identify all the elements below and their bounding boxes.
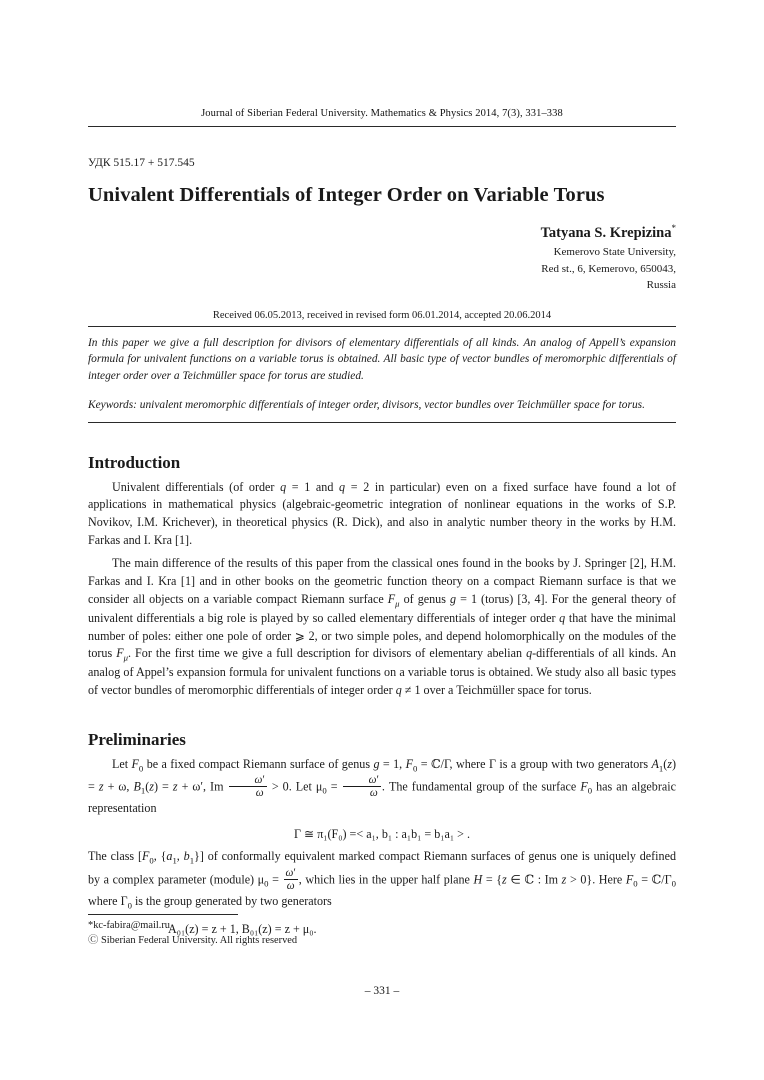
equation-generators: A₀₁(z) = z + 1, B₀₁(z) = z + μ₀. <box>168 921 317 936</box>
abstract-rule-bottom <box>88 422 676 423</box>
affiliation-line-3: Russia <box>646 279 676 292</box>
equation-fundamental-group: Γ ≅ π₁(F₀) =< a₁, b₁ : a₁b₁ = b₁a₁ > . <box>294 827 470 842</box>
prelim-paragraph-2: The class [$F_0$, {$a_1$, $b_1$}] of conformally equivalent marked compact Riemann surfaces of genus one is uniquely defined by a complex parameter (module) $\mu_0$ = $\frac{\omega'}{\omega}$ , which lies in the upper half plane H = {z ∈ ℂ : Im z > 0}. Here $F_0$ = $ℂ/\Gamma_0$ where $\Gamma_0$ is the group generated by two generators <box>88 849 676 910</box>
footnote-rule <box>88 914 238 915</box>
author-block <box>88 222 676 294</box>
abstract-text: In this paper we give a full description for divisors of elementary differentials of all kinds. An analog of Appell’s expansion formula for univalent functions on a variable torus is obtained. All basic type of vector bundles of meromorphic differentials of integer order over a Teichmüller space for torus are studied. <box>88 336 676 382</box>
intro-paragraph-1: Univalent differentials (of order q = 1 and q = 2 in particular) even on a fixed surface have found a lot of applications in mathematical physics (algebraic-geometric integration of nonlinear equations in the works of S.P. Novikov, I.M. Krichever), in theoretical physics (R. Dick), and also in analytic number theory in the works by H.M. Farkas and I. Kra [1]. <box>88 479 677 547</box>
running-head: Journal of Siberian Federal University. Mathematics & Physics 2014, 7(3), 331–338 <box>201 108 563 119</box>
affiliation-line-2: Red st., 6, Kemerovo, 650043, <box>541 262 676 275</box>
section-heading-introduction: Introduction <box>88 452 181 472</box>
footnote-area <box>88 914 676 948</box>
author-footnote-mark: * <box>671 222 676 233</box>
affiliation-line-1: Kemerovo State University, <box>553 246 676 259</box>
intro-paragraph-2: The main difference of the results of this paper from the classical ones found in the books by J. Springer [2], H.M. Farkas and I. Kra [1] and in other books on the geometric function theory on a compact Riemann surface is that we consider all objects on a variable compact Riemann surface $F_\mu$ of genus g = 1 (torus) [3, 4]. For the general theory of univalent differentials a big role is played by so called elementary differentials of integer order q that have the minimal number of poles: either one pole of order ⩾ 2, or two simple poles, and depend holomorphically on the modules of the torus $F_\mu$. For the first time we give a full description for divisors of elementary abelian q-differentials of all kinds. An analog of Appel’s expansion formula for univalent functions on a variable torus is obtained. We study also all basic types of vector bundles of meromorphic differentials of integer order q ≠ 1 over a Teichmüller space for torus. <box>88 556 676 697</box>
page-content <box>88 108 676 943</box>
prelim-paragraph-1: Let $F_0$ be a fixed compact Riemann surface of genus g = 1, $F_0$ = ℂ/Γ, where Γ is a group with two generators $A_1(z) = z + \omega$, $B_1(z) = z + \omega'$, Im $\frac{\omega'}{\omega}$ > 0. Let $\mu_0$ = $\frac{\omega'}{\omega}$ . The fundamental group of the surface $F_0$ has an algebraic representation <box>88 756 676 815</box>
page-title: Univalent Differentials of Integer Order on Variable Torus <box>88 184 605 206</box>
keywords-text: Keywords: univalent meromorphic differentials of integer order, divisors, vector bundles over Teichmüller space for torus. <box>88 399 645 412</box>
received-dates: Received 06.05.2013, received in revised form 06.01.2014, accepted 20.06.2014 <box>212 309 552 321</box>
udk-code: УДК 515.17 + 517.545 <box>88 157 195 169</box>
page-number: – 331 – <box>364 985 400 997</box>
running-head-rule <box>88 126 676 127</box>
abstract-rule-top <box>88 326 676 327</box>
footnote-email: *kc-fabira@mail.ru <box>88 920 170 931</box>
author-name <box>88 222 676 245</box>
footnote-copyright: Ⓒ Siberian Federal University. All rights reserved <box>88 935 298 947</box>
section-heading-preliminaries: Preliminaries <box>88 729 186 749</box>
author-name-text: Tatyana S. Krepizina <box>540 224 672 241</box>
